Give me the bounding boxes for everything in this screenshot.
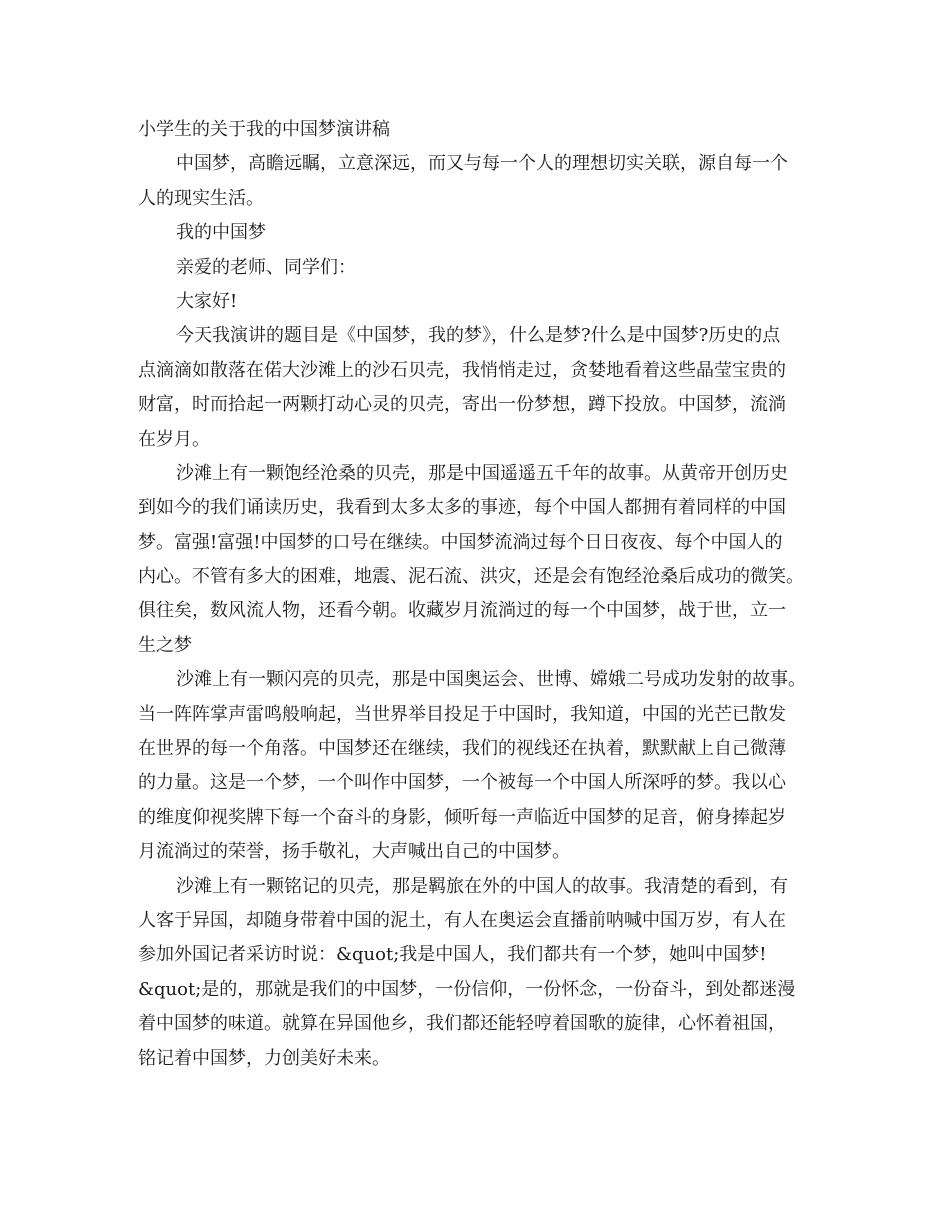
- text-line: 的力量。这是一个梦，一个叫作中国梦，一个被每一个中国人所深呼的梦。我以心: [138, 772, 786, 794]
- text-line: 到如今的我们诵读历史，我看到太多太多的事迹，每个中国人都拥有着同样的中国: [138, 497, 786, 519]
- document-title: 小学生的关于我的中国梦演讲稿: [138, 119, 390, 140]
- text-line: 在岁月。: [138, 428, 210, 450]
- text-line: 梦。富强!富强!中国梦的口号在继续。中国梦流淌过每个日日夜夜、每个中国人的: [138, 531, 783, 553]
- text-line: 人的现实生活。: [138, 187, 264, 209]
- text-line: 中国梦，高瞻远瞩，立意深远，而又与每一个人的理想切实关联，源自每一个: [176, 153, 788, 175]
- text-line: 月流淌过的荣誉，扬手敬礼，大声喊出自己的中国梦。: [138, 841, 570, 863]
- text-line: 当一阵阵掌声雷鸣般响起，当世界举目投足于中国时，我知道，中国的光芒已散发: [138, 703, 786, 725]
- text-line: 今天我演讲的题目是《中国梦，我的梦》，什么是梦?什么是中国梦?历史的点: [176, 325, 781, 347]
- text-line: &quot;是的，那就是我们的中国梦，一份信仰，一份怀念，一份奋斗，到处都迷漫: [138, 978, 796, 1000]
- text-line: 内心。不管有多大的困难，地震、泥石流、洪灾，还是会有饱经沧桑后成功的微笑。: [138, 566, 804, 588]
- text-line: 财富，时而拾起一两颗打动心灵的贝壳，寄出一份梦想，蹲下投放。中国梦，流淌: [138, 394, 786, 416]
- text-line: 大家好!: [176, 290, 238, 312]
- document-body: [138, 113, 818, 1076]
- text-line: 沙滩上有一颗饱经沧桑的贝壳，那是中国遥遥五千年的故事。从黄帝开创历史: [176, 462, 788, 484]
- text-line: 铭记着中国梦，力创美好未来。: [138, 1047, 390, 1069]
- text-line: 亲爱的老师、同学们：: [176, 256, 356, 278]
- text-line: 在世界的每一个角落。中国梦还在继续，我们的视线还在执着，默默献上自己微薄: [138, 738, 786, 760]
- text-line: 的维度仰视奖牌下每一个奋斗的身影，倾听每一声临近中国梦的足音，俯身捧起岁: [138, 806, 786, 828]
- text-line: 人客于异国，却随身带着中国的泥土，有人在奥运会直播前呐喊中国万岁，有人在: [138, 909, 786, 931]
- text-line: 沙滩上有一颗闪亮的贝壳，那是中国奥运会、世博、嫦娥二号成功发射的故事。: [176, 669, 806, 691]
- text-line: 俱往矣，数风流人物，还看今朝。收藏岁月流淌过的每一个中国梦，战于世，立一: [138, 600, 786, 622]
- text-line: 点滴滴如散落在偌大沙滩上的沙石贝壳，我悄悄走过，贪婪地看着这些晶莹宝贵的: [138, 359, 786, 381]
- text-line: 生之梦: [138, 634, 192, 656]
- text-line: 沙滩上有一颗铭记的贝壳，那是羁旅在外的中国人的故事。我清楚的看到，有: [176, 875, 788, 897]
- text-line: 着中国梦的味道。就算在异国他乡，我们都还能轻哼着国歌的旋律，心怀着祖国，: [138, 1013, 786, 1035]
- text-line: 参加外国记者采访时说：&quot;我是中国人，我们都共有一个梦，她叫中国梦!: [138, 944, 767, 966]
- text-line: 我的中国梦: [176, 222, 266, 244]
- document-lines: [138, 147, 818, 1076]
